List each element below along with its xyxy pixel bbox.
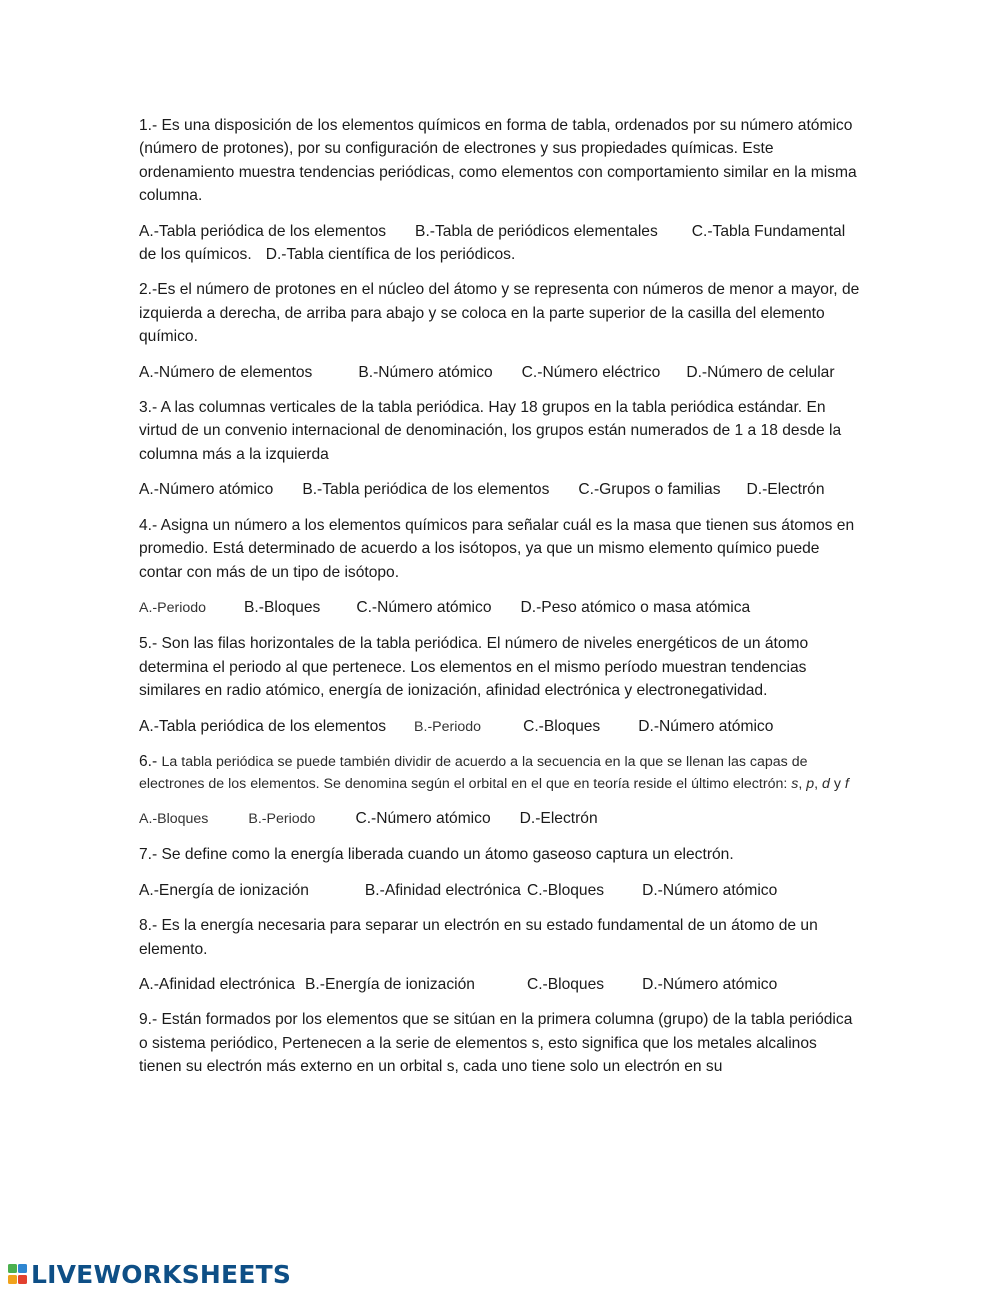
question-3-text: 3.- A las columnas verticales de la tabla periódica. Hay 18 grupos en la tabla periódica estándar. En virtud de un convenio internacional de denominación, los grupos están numerados de 1 a 18 desde la columna más a la izquierda — [139, 399, 842, 463]
q4-option-a[interactable]: A.-Periodo — [139, 599, 207, 616]
question-4-text: 4.- Asigna un número a los elementos químicos para señalar cuál es la masa que tienen sus átomos en promedio. Está determinado de acuerdo a los isótopos, ya que un mismo elemento químico puede contar con más de un tipo de isótopo. — [139, 516, 855, 581]
question-6-body: La tabla periódica se puede también dividir de acuerdo a la secuencia en la que se llenan las capas de electrones de los elementos. Se denomina según el orbital en el que en teoría reside el último electrón: — [139, 753, 808, 792]
orbital-f: f — [844, 775, 849, 792]
q1-option-c[interactable]: C.-Tabla Fundamental de los químicos. — [139, 222, 846, 264]
question-8-text: 8.- Es la energía necesaria para separar un electrón en su estado fundamental de un átomo de un elemento. — [139, 917, 818, 958]
q7-option-c[interactable]: C.-Bloques — [526, 881, 605, 899]
q5-option-a[interactable]: A.-Tabla periódica de los elementos — [139, 717, 387, 735]
orbital-p: p — [806, 775, 815, 792]
q2-option-c[interactable]: C.-Número eléctrico — [521, 363, 661, 381]
question-2-text: 2.-Es el número de protones en el núcleo del átomo y se representa con números de menor a mayor, de izquierda a derecha, de arriba para abajo y se coloca en la parte superior de la casilla del elemento químico. — [139, 281, 860, 346]
q7-option-b[interactable]: B.-Afinidad electrónica — [364, 881, 521, 899]
q8-option-a[interactable]: A.-Afinidad electrónica — [139, 975, 296, 993]
question-7-options — [139, 879, 861, 902]
q1-option-b[interactable]: B.-Tabla de periódicos elementales — [415, 222, 658, 240]
liveworksheets-logo[interactable] — [8, 1258, 291, 1290]
question-8-options — [139, 973, 861, 996]
separator: y — [829, 775, 845, 792]
q2-option-b[interactable]: B.-Número atómico — [358, 363, 493, 381]
question-2-options — [139, 361, 861, 384]
worksheet-page — [139, 114, 861, 1091]
q4-option-d[interactable]: D.-Peso atómico o masa atómica — [520, 598, 751, 616]
q7-option-d[interactable]: D.-Número atómico — [642, 881, 778, 899]
question-5-text: 5.- Son las filas horizontales de la tabla periódica. El número de niveles energéticos de un átomo determina el periodo al que pertenece. Los elementos en el mismo período muestran tendencias similares en radio atómico, energía de ionización, afinidad electrónica y electronegatividad. — [139, 635, 809, 700]
question-4-options — [139, 596, 861, 620]
question-5-options — [139, 715, 861, 739]
question-3-options — [139, 478, 861, 501]
question-1-text: 1.- Es una disposición de los elementos químicos en forma de tabla, ordenados por su número atómico (número de protones), por su configuración de electrones y sus propiedades químicas. Este ordenamiento muestra tendencias periódicas, como elementos con comportamiento similar en la misma columna. — [139, 117, 857, 205]
q6-option-c[interactable]: C.-Número atómico — [355, 809, 491, 827]
q7-option-a[interactable]: A.-Energía de ionización — [139, 881, 309, 899]
liveworksheets-logo-text: LIVEWORKSHEETS — [31, 1259, 292, 1289]
q8-option-d[interactable]: D.-Número atómico — [642, 975, 778, 993]
separator: , — [814, 775, 822, 792]
orbital-d: d — [822, 775, 830, 792]
q6-option-d[interactable]: D.-Electrón — [519, 809, 598, 827]
q4-option-c[interactable]: C.-Número atómico — [356, 598, 492, 616]
q5-option-b[interactable]: B.-Periodo — [414, 718, 482, 735]
question-6-text — [139, 751, 861, 795]
q5-option-d[interactable]: D.-Número atómico — [638, 717, 774, 735]
q3-option-a[interactable]: A.-Número atómico — [139, 481, 274, 499]
q6-option-a[interactable]: A.-Bloques — [139, 810, 209, 827]
question-7-text: 7.- Se define como la energía liberada cuando un átomo gaseoso captura un electrón. — [139, 846, 734, 864]
separator: , — [798, 775, 807, 792]
orbital-s: s — [791, 775, 799, 792]
q6-option-b[interactable]: B.-Periodo — [248, 810, 316, 827]
question-9-text: 9.- Están formados por los elementos que se sitúan en la primera columna (grupo) de la tabla periódica o sistema periódico, Pertenecen a la serie de elementos s, esto significa que los metales alcalinos tienen su electrón más externo en un orbital s, cada uno tiene solo un electrón en su — [139, 1011, 853, 1076]
liveworksheets-logo-icon — [8, 1262, 28, 1286]
q8-option-b[interactable]: B.-Energía de ionización — [305, 975, 475, 993]
q1-option-a[interactable]: A.-Tabla periódica de los elementos — [139, 222, 387, 240]
q8-option-c[interactable]: C.-Bloques — [526, 975, 605, 993]
q4-option-b[interactable]: B.-Bloques — [244, 598, 321, 616]
q3-option-d[interactable]: D.-Electrón — [746, 481, 825, 499]
q1-option-d[interactable]: D.-Tabla científica de los periódicos. — [265, 246, 516, 264]
question-1-options — [139, 220, 861, 267]
question-6-prefix: 6.- — [139, 752, 162, 770]
q2-option-a[interactable]: A.-Número de elementos — [139, 363, 313, 381]
q5-option-c[interactable]: C.-Bloques — [523, 717, 601, 735]
q2-option-d[interactable]: D.-Número de celular — [686, 363, 835, 381]
question-6-options — [139, 807, 861, 831]
q3-option-c[interactable]: C.-Grupos o familias — [578, 481, 721, 499]
q3-option-b[interactable]: B.-Tabla periódica de los elementos — [302, 481, 550, 499]
